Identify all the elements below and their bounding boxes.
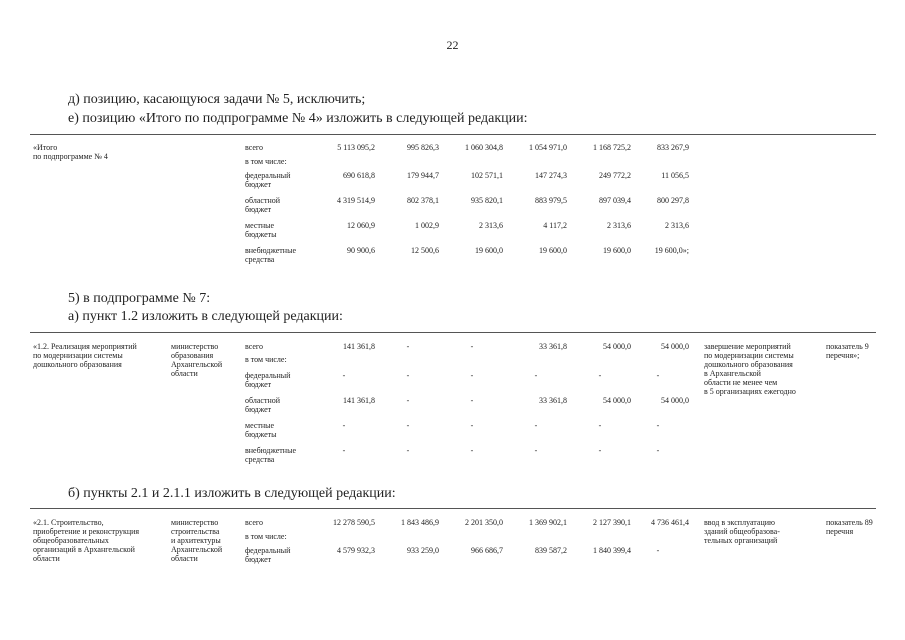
row-value: 897 039,4: [599, 196, 631, 205]
table-3-top-rule: [30, 508, 876, 509]
row-value: 2 313,6: [665, 221, 689, 230]
row-value: -: [598, 421, 602, 430]
row-value: 4 579 932,3: [337, 546, 375, 555]
row-value: 12 500,6: [411, 246, 439, 255]
result-line: в Архангельской: [704, 369, 761, 378]
row-value: 102 571,1: [471, 171, 503, 180]
row-value: 19 600,0: [475, 246, 503, 255]
indicator-line: перечня: [826, 527, 854, 536]
row-value: 2 313,6: [607, 221, 631, 230]
row-value: -: [470, 396, 474, 405]
row-label: бюджет: [245, 180, 272, 189]
row-value: 966 686,7: [471, 546, 503, 555]
row-value: -: [534, 421, 538, 430]
row-label: бюджет: [245, 205, 272, 214]
item-name-line: «1.2. Реализация мероприятий: [33, 342, 137, 351]
executor-line: Архангельской: [171, 360, 223, 369]
page-number: 22: [446, 38, 459, 52]
row-value: 19 600,0: [603, 246, 631, 255]
row-label: местные: [245, 221, 275, 230]
indicator-line: перечня»;: [826, 351, 860, 360]
table-1-title-line: по подпрограмме № 4: [33, 152, 108, 161]
item-name-line: общеобразовательных: [33, 536, 109, 545]
row-value: 883 979,5: [535, 196, 567, 205]
row-label: внебюджетные: [245, 446, 296, 455]
row-value: 2 313,6: [479, 221, 503, 230]
executor-line: министерство: [171, 518, 219, 527]
table-2-top-rule: [30, 332, 876, 333]
row-label: бюджеты: [245, 230, 277, 239]
row-value: 839 587,2: [535, 546, 567, 555]
item-name-line: области: [33, 554, 60, 563]
row-value: 179 944,7: [407, 171, 439, 180]
row-value: 2 201 350,0: [465, 518, 503, 527]
row-value: 933 259,0: [407, 546, 439, 555]
row-value: -: [406, 446, 410, 455]
executor-line: Архангельской: [171, 545, 223, 554]
paragraph-e: е) позицию «Итого по подпрограмме № 4» изложить в следующей редакции:: [68, 111, 528, 126]
row-value: 1 060 304,8: [465, 143, 503, 152]
row-value: -: [406, 421, 410, 430]
row-value: 54 000,0: [661, 396, 689, 405]
row-value: 147 274,3: [535, 171, 567, 180]
paragraph-b: б) пункты 2.1 и 2.1.1 изложить в следующей редакции:: [68, 486, 396, 501]
item-name-line: приобретение и реконструкция: [33, 527, 140, 536]
result-line: зданий общеобразова-: [704, 527, 780, 536]
row-value: 690 618,8: [343, 171, 375, 180]
row-value: -: [598, 446, 602, 455]
row-value: -: [470, 446, 474, 455]
row-label: федеральный: [245, 371, 291, 380]
row-value: -: [656, 446, 660, 455]
row-value: 33 361,8: [539, 396, 567, 405]
row-label: бюджеты: [245, 430, 277, 439]
row-value: -: [470, 421, 474, 430]
row-value: 249 772,2: [599, 171, 631, 180]
row-value: 4 117,2: [543, 221, 567, 230]
row-value: 802 378,1: [407, 196, 439, 205]
row-value: 19 600,0: [539, 246, 567, 255]
row-value: 5 113 095,2: [337, 143, 375, 152]
row-value: -: [656, 546, 660, 555]
result-line: по модернизации системы: [704, 351, 794, 360]
result-line: тельных организаций: [704, 536, 778, 545]
row-value: 90 900,6: [347, 246, 375, 255]
row-value: 1 843 486,9: [401, 518, 439, 527]
row-value: 4 736 461,4: [651, 518, 689, 527]
result-line: ввод в эксплуатацию: [704, 518, 775, 527]
paragraph-5: 5) в подпрограмме № 7:: [68, 291, 211, 306]
paragraph-a: а) пункт 1.2 изложить в следующей редакции:: [68, 309, 343, 324]
row-value: -: [598, 371, 602, 380]
row-label: федеральный: [245, 171, 291, 180]
row-value: -: [534, 371, 538, 380]
row-label: местные: [245, 421, 275, 430]
row-value: -: [406, 371, 410, 380]
executor-line: министерство: [171, 342, 219, 351]
row-value: 1 054 971,0: [529, 143, 567, 152]
row-value: 141 361,8: [343, 396, 375, 405]
result-line: области не менее чем: [704, 378, 778, 387]
row-value: -: [470, 342, 474, 351]
row-label: в том числе:: [245, 355, 287, 364]
row-value: -: [656, 371, 660, 380]
row-label: всего: [245, 143, 264, 152]
row-label: средства: [245, 455, 275, 464]
paragraph-d: д) позицию, касающуюся задачи № 5, исключить;: [68, 92, 366, 107]
executor-line: образования: [171, 351, 214, 360]
indicator-line: показатель 9: [826, 342, 869, 351]
row-value: 19 600,0»;: [654, 246, 689, 255]
row-label: внебюджетные: [245, 246, 296, 255]
row-value: 12 060,9: [347, 221, 375, 230]
row-value: 54 000,0: [603, 396, 631, 405]
result-line: завершение мероприятий: [704, 342, 791, 351]
row-value: -: [342, 446, 346, 455]
table-1-top-rule: [30, 134, 876, 135]
row-label: всего: [245, 342, 264, 351]
row-value: -: [342, 371, 346, 380]
row-label: бюджет: [245, 405, 272, 414]
row-label: федеральный: [245, 546, 291, 555]
row-value: 12 278 590,5: [333, 518, 375, 527]
row-value: -: [534, 446, 538, 455]
row-label: средства: [245, 255, 275, 264]
row-value: 33 361,8: [539, 342, 567, 351]
row-label: всего: [245, 518, 264, 527]
row-value: 11 056,5: [661, 171, 689, 180]
row-value: 833 267,9: [657, 143, 689, 152]
row-value: 1 369 902,1: [529, 518, 567, 527]
row-label: бюджет: [245, 555, 272, 564]
row-label: областной: [245, 196, 281, 205]
row-value: 4 319 514,9: [337, 196, 375, 205]
item-name-line: дошкольного образования: [33, 360, 122, 369]
indicator-line: показатель 89: [826, 518, 873, 527]
item-name-line: организаций в Архангельской: [33, 545, 135, 554]
row-label: в том числе:: [245, 157, 287, 166]
row-value: -: [656, 421, 660, 430]
row-value: -: [406, 342, 410, 351]
item-name-line: «2.1. Строительство,: [33, 518, 104, 527]
row-value: 1 002,9: [415, 221, 439, 230]
row-value: -: [406, 396, 410, 405]
item-name-line: по модернизации системы: [33, 351, 123, 360]
row-value: 935 820,1: [471, 196, 503, 205]
row-value: 1 840 399,4: [593, 546, 631, 555]
row-value: 1 168 725,2: [593, 143, 631, 152]
row-value: 54 000,0: [603, 342, 631, 351]
executor-line: области: [171, 369, 198, 378]
row-label: бюджет: [245, 380, 272, 389]
row-value: -: [342, 421, 346, 430]
row-value: 2 127 390,1: [593, 518, 631, 527]
row-value: -: [470, 371, 474, 380]
row-label: в том числе:: [245, 532, 287, 541]
result-line: дошкольного образования: [704, 360, 793, 369]
row-label: областной: [245, 396, 281, 405]
row-value: 141 361,8: [343, 342, 375, 351]
row-value: 800 297,8: [657, 196, 689, 205]
result-line: в 5 организациях ежегодно: [704, 387, 796, 396]
executor-line: области: [171, 554, 198, 563]
row-value: 995 826,3: [407, 143, 439, 152]
row-value: 54 000,0: [661, 342, 689, 351]
table-1-title-line: «Итого: [33, 143, 58, 152]
executor-line: строительства: [171, 527, 220, 536]
executor-line: и архитектуры: [171, 536, 221, 545]
